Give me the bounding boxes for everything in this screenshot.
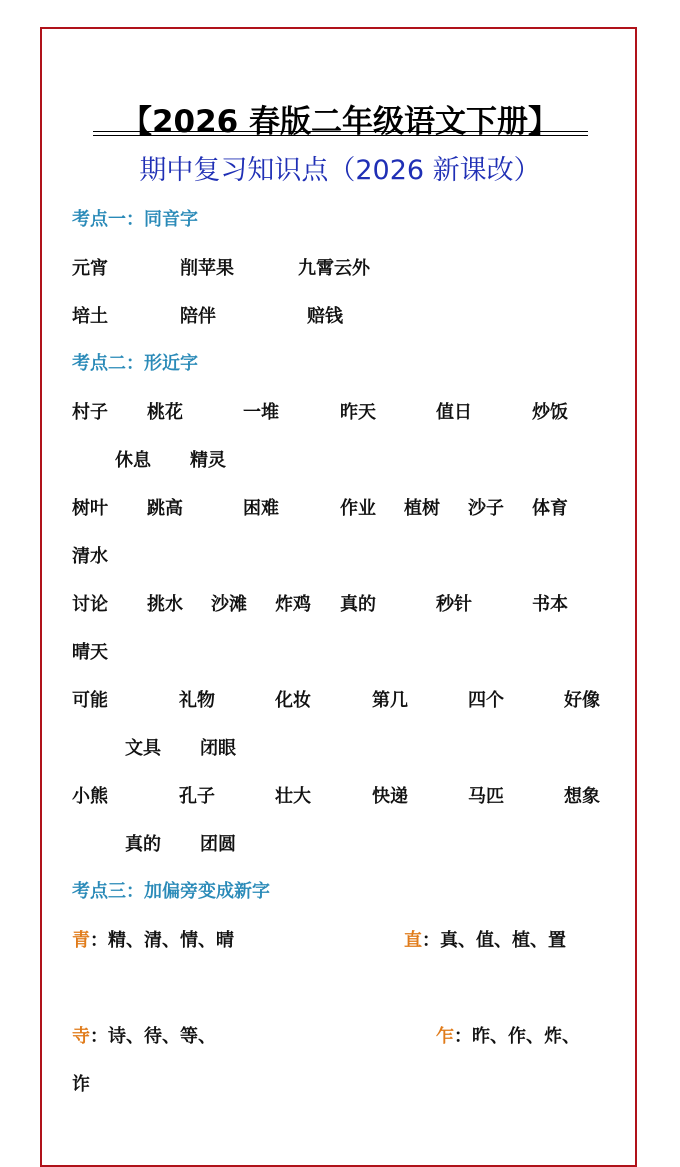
radical-group-zhi — [404, 926, 566, 952]
radical-key: 乍 — [436, 1026, 454, 1047]
similar-row — [0, 782, 680, 808]
word: 闭眼 — [200, 738, 236, 759]
word: 文具 — [125, 738, 161, 759]
word: 困难 — [243, 498, 279, 519]
word: 想象 — [564, 786, 600, 807]
word: 马匹 — [468, 786, 504, 807]
word: 壮大 — [275, 786, 311, 807]
colon: ： — [90, 1026, 108, 1047]
radical-values: 精、清、情、晴 — [108, 930, 234, 951]
title-underline-top — [93, 131, 588, 132]
radical-values: 诗、待、等、 — [108, 1026, 216, 1047]
radical-group-qing — [72, 926, 234, 952]
colon: ： — [422, 930, 440, 951]
word: 挑水 — [147, 594, 183, 615]
word: 值日 — [436, 402, 472, 423]
page-subtitle: 期中复习知识点（2026 新课改） — [139, 155, 541, 186]
similar-row — [0, 398, 680, 424]
colon: ： — [90, 930, 108, 951]
word: 村子 — [72, 402, 108, 423]
word: 炒饭 — [532, 402, 568, 423]
homophone-row — [0, 302, 680, 328]
word: 沙子 — [468, 498, 504, 519]
word: 小熊 — [72, 786, 108, 807]
title-underline-bottom — [93, 135, 588, 136]
word: 九霄云外 — [298, 258, 370, 279]
word: 讨论 — [72, 594, 108, 615]
word: 孔子 — [179, 786, 215, 807]
radical-group-zha — [436, 1022, 580, 1048]
word: 休息 — [115, 450, 151, 471]
colon: ： — [454, 1026, 472, 1047]
word: 削苹果 — [180, 258, 234, 279]
word: 赔钱 — [307, 306, 343, 327]
radical-wrap-word: 诈 — [72, 1074, 90, 1095]
radical-group-si — [72, 1022, 216, 1048]
section-heading-homophones: 考点一：同音字 — [72, 209, 198, 230]
word: 书本 — [532, 594, 568, 615]
word: 礼物 — [179, 690, 215, 711]
radical-values: 昨、作、炸、 — [472, 1026, 580, 1047]
word: 第几 — [372, 690, 408, 711]
word: 桃花 — [147, 402, 183, 423]
word: 昨天 — [340, 402, 376, 423]
section-heading-radicals: 考点三：加偏旁变成新字 — [72, 881, 270, 902]
word: 元宵 — [72, 258, 108, 279]
similar-row — [0, 590, 680, 616]
word: 真的 — [340, 594, 376, 615]
word: 秒针 — [436, 594, 472, 615]
word: 沙滩 — [211, 594, 247, 615]
word: 清水 — [72, 546, 108, 567]
radical-key: 青 — [72, 930, 90, 951]
word: 一堆 — [243, 402, 279, 423]
word: 体育 — [532, 498, 568, 519]
word: 炸鸡 — [275, 594, 311, 615]
word: 快递 — [372, 786, 408, 807]
radical-key: 寺 — [72, 1026, 90, 1047]
similar-row — [0, 830, 680, 856]
radical-key: 直 — [404, 930, 422, 951]
word: 可能 — [72, 690, 108, 711]
word: 陪伴 — [180, 306, 216, 327]
word: 跳高 — [147, 498, 183, 519]
homophone-row — [0, 254, 680, 280]
similar-row — [0, 734, 680, 760]
similar-row — [0, 494, 680, 520]
word: 作业 — [340, 498, 376, 519]
word: 树叶 — [72, 498, 108, 519]
word: 化妆 — [275, 690, 311, 711]
page-title: 【2026 春版二年级语文下册】 — [120, 104, 560, 140]
word: 团圆 — [200, 834, 236, 855]
word: 植树 — [404, 498, 440, 519]
word: 四个 — [468, 690, 504, 711]
word: 晴天 — [72, 642, 108, 663]
section-heading-similar-chars: 考点二：形近字 — [72, 353, 198, 374]
word: 培土 — [72, 306, 108, 327]
radical-values: 真、值、植、置 — [440, 930, 566, 951]
similar-row — [0, 686, 680, 712]
similar-row — [0, 638, 680, 664]
similar-row — [0, 542, 680, 568]
word: 真的 — [125, 834, 161, 855]
similar-row — [0, 446, 680, 472]
word: 精灵 — [190, 450, 226, 471]
word: 好像 — [564, 690, 600, 711]
